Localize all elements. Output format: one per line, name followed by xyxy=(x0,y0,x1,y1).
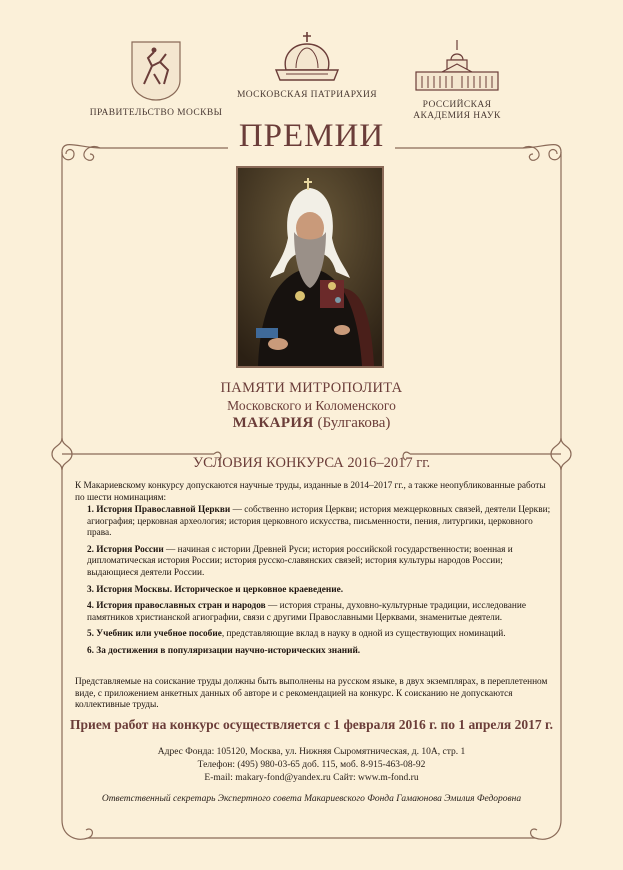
nomination-item xyxy=(87,646,553,658)
nomination-text: — история страны, духовно-культурные традиции, исследование памятников христианской агиографии, связи с другими Православными Церквами, знаменитые деятели. xyxy=(87,601,526,623)
memorial-line1: ПАМЯТИ МИТРОПОЛИТА xyxy=(220,380,403,396)
metropolitan-portrait xyxy=(236,166,384,368)
org-center-label: МОСКОВСКАЯ ПАТРИАРХИЯ xyxy=(236,90,378,100)
academy-building-icon xyxy=(414,38,500,94)
memorial-name-bold: МАКАРИЯ xyxy=(232,415,314,431)
secretary-line: Ответственный секретарь Экспертного совета Макариевского Фонда Гамаюнова Эмилия Федоровна xyxy=(101,794,522,804)
contact-address: Адрес Фонда: 105120, Москва, ул. Нижняя Сыромятническая, д. 10А, стр. 1 xyxy=(157,747,466,757)
nomination-heading: 2. История России xyxy=(87,544,164,555)
nomination-item xyxy=(87,629,553,641)
patriarch-cowl-icon xyxy=(272,30,342,84)
org-academy xyxy=(392,38,522,122)
nomination-text: — начиная с истории Древней Руси; история российской государственности; военная и дипломатическая история России; история русско-славянских связей; история культуры народов России; выдающиеся деятели России. xyxy=(87,544,513,578)
nominations-list xyxy=(87,505,553,663)
conditions-title: УСЛОВИЯ КОНКУРСА 2016–2017 гг. xyxy=(192,455,431,471)
org-right-label-line2: АКАДЕМИЯ НАУК xyxy=(413,111,501,121)
moscow-coat-of-arms-icon xyxy=(130,40,182,102)
nomination-heading: 4. История православных стран и народов xyxy=(87,601,266,612)
nomination-heading: 5. Учебник или учебное пособие xyxy=(87,629,222,640)
org-left-label: ПРАВИТЕЛЬСТВО МОСКВЫ xyxy=(89,108,223,118)
nomination-text: , представляющие вклад в науку в одной из существующих номинаций. xyxy=(221,629,506,640)
final-note: Представляемые на соискание труды должны быть выполнены на русском языке, в двух экземплярах, в переплетенном виде, с приложением анкетных данных об авторе и с рекомендацией на конкурс. К соисканию не допускаются коллективные труды. xyxy=(75,677,548,711)
nomination-item xyxy=(87,505,553,540)
org-moscow-government xyxy=(86,40,226,119)
nomination-heading: 1. История Православной Церкви xyxy=(87,505,231,515)
deadline-text: Прием работ на конкурс осуществляется с 1 февраля 2016 г. по 1 апреля 2017 г. xyxy=(70,717,553,732)
org-right-label-line1: РОССИЙСКАЯ xyxy=(422,100,492,110)
intro-paragraph: К Макариевскому конкурсу допускаются научные труды, изданные в 2014–2017 гг., а также неопубликованные работы по шести номинациям: xyxy=(75,481,546,503)
page-title: ПРЕМИИ xyxy=(238,118,385,154)
memorial-line2: Московского и Коломенского xyxy=(227,398,396,413)
org-patriarchy xyxy=(232,30,382,101)
contact-phone: Телефон: (495) 980-03-65 доб. 115, моб. 8-915-463-08-92 xyxy=(197,760,426,770)
nomination-text: — собственно история Церкви; история межцерковных связей, деятели Церкви; агиография; церковная археология; история церковного искусства, письменности, пения, литургики, церковного права. xyxy=(87,505,551,539)
memorial-name xyxy=(0,415,623,432)
nomination-item xyxy=(87,601,553,624)
contact-email-site: E-mail: makary-fond@yandex.ru Сайт: www.m-fond.ru xyxy=(204,773,419,783)
memorial-name-rest: (Булгакова) xyxy=(313,415,391,431)
nomination-item xyxy=(87,545,553,580)
nomination-heading: 6. За достижения в популяризации научно-исторических знаний. xyxy=(87,645,361,656)
nomination-item xyxy=(87,585,553,597)
nomination-heading: 3. История Москвы. Историческое и церковное краеведение. xyxy=(87,584,344,595)
